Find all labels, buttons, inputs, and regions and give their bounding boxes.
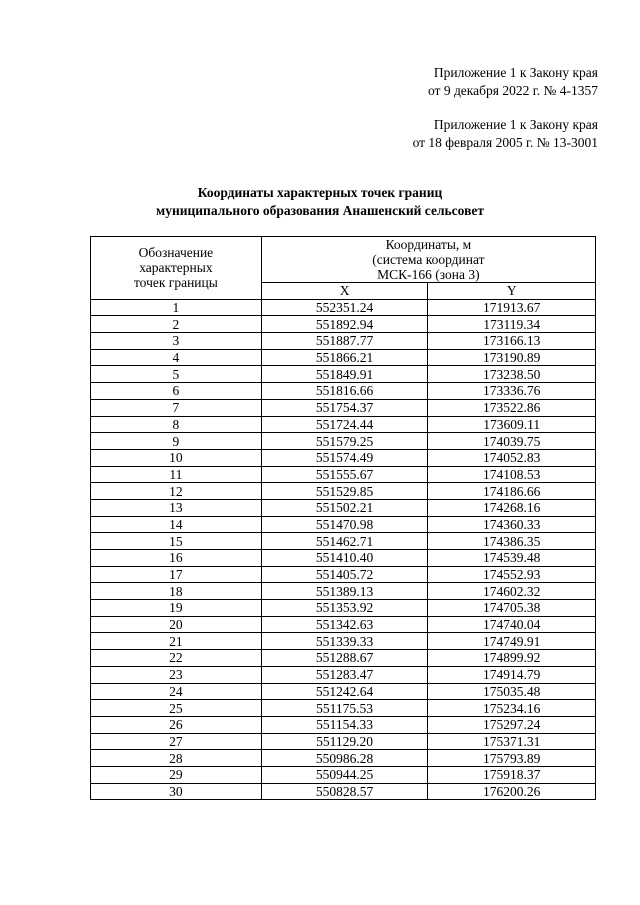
point-number-cell: 13 bbox=[91, 499, 262, 516]
table-row bbox=[91, 716, 596, 733]
y-coordinate-cell: 173238.50 bbox=[428, 366, 596, 383]
y-coordinate-cell: 174539.48 bbox=[428, 550, 596, 567]
point-number-cell: 21 bbox=[91, 633, 262, 650]
x-coordinate-cell: 551529.85 bbox=[261, 483, 428, 500]
x-coordinate-cell: 551816.66 bbox=[261, 383, 428, 400]
point-number-cell: 3 bbox=[91, 333, 262, 350]
point-number-cell: 19 bbox=[91, 600, 262, 617]
point-number-cell: 29 bbox=[91, 766, 262, 783]
y-coordinate-cell: 174052.83 bbox=[428, 449, 596, 466]
table-row bbox=[91, 566, 596, 583]
point-number-cell: 1 bbox=[91, 299, 262, 316]
table-row bbox=[91, 533, 596, 550]
header-point-line2: характерных bbox=[139, 260, 213, 276]
header-coords-line2: (система координат bbox=[372, 252, 485, 267]
table-row bbox=[91, 499, 596, 516]
point-number-cell: 26 bbox=[91, 716, 262, 733]
x-coordinate-cell: 550986.28 bbox=[261, 750, 428, 767]
y-coordinate-cell: 174705.38 bbox=[428, 600, 596, 617]
table-row bbox=[91, 666, 596, 683]
x-coordinate-cell: 551470.98 bbox=[261, 516, 428, 533]
table-row bbox=[91, 600, 596, 617]
point-number-cell: 10 bbox=[91, 449, 262, 466]
y-coordinate-cell: 173190.89 bbox=[428, 349, 596, 366]
point-number-cell: 18 bbox=[91, 583, 262, 600]
y-coordinate-cell: 175918.37 bbox=[428, 766, 596, 783]
x-coordinate-cell: 551866.21 bbox=[261, 349, 428, 366]
header-x: X bbox=[261, 283, 428, 300]
table-row bbox=[91, 466, 596, 483]
table-row bbox=[91, 633, 596, 650]
y-coordinate-cell: 174602.32 bbox=[428, 583, 596, 600]
x-coordinate-cell: 551339.33 bbox=[261, 633, 428, 650]
point-number-cell: 20 bbox=[91, 616, 262, 633]
table-row bbox=[91, 349, 596, 366]
table-row bbox=[91, 583, 596, 600]
y-coordinate-cell: 174386.35 bbox=[428, 533, 596, 550]
table-body bbox=[91, 299, 596, 800]
table-row bbox=[91, 366, 596, 383]
table-row bbox=[91, 516, 596, 533]
table-row bbox=[91, 399, 596, 416]
y-coordinate-cell: 173522.86 bbox=[428, 399, 596, 416]
point-number-cell: 12 bbox=[91, 483, 262, 500]
point-number-cell: 16 bbox=[91, 550, 262, 567]
table-row bbox=[91, 433, 596, 450]
x-coordinate-cell: 551754.37 bbox=[261, 399, 428, 416]
y-coordinate-cell: 175234.16 bbox=[428, 700, 596, 717]
point-number-cell: 25 bbox=[91, 700, 262, 717]
header-coords-line1: Координаты, м bbox=[385, 237, 472, 252]
coordinates-table bbox=[90, 236, 596, 800]
document-title bbox=[0, 184, 640, 220]
table-row bbox=[91, 333, 596, 350]
x-coordinate-cell: 551283.47 bbox=[261, 666, 428, 683]
x-coordinate-cell: 551462.71 bbox=[261, 533, 428, 550]
document-title-line1: Координаты характерных точек границ bbox=[197, 185, 443, 200]
point-number-cell: 8 bbox=[91, 416, 262, 433]
point-number-cell: 30 bbox=[91, 783, 262, 800]
x-coordinate-cell: 551410.40 bbox=[261, 550, 428, 567]
y-coordinate-cell: 174186.66 bbox=[428, 483, 596, 500]
y-coordinate-cell: 173166.13 bbox=[428, 333, 596, 350]
x-coordinate-cell: 551502.21 bbox=[261, 499, 428, 516]
y-coordinate-cell: 173609.11 bbox=[428, 416, 596, 433]
point-number-cell: 9 bbox=[91, 433, 262, 450]
x-coordinate-cell: 551887.77 bbox=[261, 333, 428, 350]
table-row bbox=[91, 733, 596, 750]
point-number-cell: 6 bbox=[91, 383, 262, 400]
table-row bbox=[91, 316, 596, 333]
y-coordinate-cell: 174039.75 bbox=[428, 433, 596, 450]
point-number-cell: 28 bbox=[91, 750, 262, 767]
table-row bbox=[91, 783, 596, 800]
x-coordinate-cell: 551849.91 bbox=[261, 366, 428, 383]
point-number-cell: 22 bbox=[91, 650, 262, 667]
y-coordinate-cell: 176200.26 bbox=[428, 783, 596, 800]
y-coordinate-cell: 174740.04 bbox=[428, 616, 596, 633]
point-number-cell: 17 bbox=[91, 566, 262, 583]
x-coordinate-cell: 551555.67 bbox=[261, 466, 428, 483]
x-coordinate-cell: 551129.20 bbox=[261, 733, 428, 750]
point-number-cell: 24 bbox=[91, 683, 262, 700]
point-number-cell: 2 bbox=[91, 316, 262, 333]
header-point-line3: точек границы bbox=[133, 275, 218, 291]
x-coordinate-cell: 551288.67 bbox=[261, 650, 428, 667]
table-row bbox=[91, 700, 596, 717]
y-coordinate-cell: 174108.53 bbox=[428, 466, 596, 483]
x-coordinate-cell: 551579.25 bbox=[261, 433, 428, 450]
x-coordinate-cell: 552351.24 bbox=[261, 299, 428, 316]
header-y: Y bbox=[428, 283, 596, 300]
x-coordinate-cell: 551353.92 bbox=[261, 600, 428, 617]
x-coordinate-cell: 550944.25 bbox=[261, 766, 428, 783]
point-number-cell: 4 bbox=[91, 349, 262, 366]
header-coordinates bbox=[261, 237, 595, 283]
y-coordinate-cell: 174899.92 bbox=[428, 650, 596, 667]
y-coordinate-cell: 174914.79 bbox=[428, 666, 596, 683]
table-row bbox=[91, 299, 596, 316]
x-coordinate-cell: 551724.44 bbox=[261, 416, 428, 433]
table-row bbox=[91, 616, 596, 633]
point-number-cell: 5 bbox=[91, 366, 262, 383]
x-coordinate-cell: 551154.33 bbox=[261, 716, 428, 733]
appendix-current-line2: от 9 декабря 2022 г. № 4-1357 bbox=[427, 83, 598, 98]
y-coordinate-cell: 174749.91 bbox=[428, 633, 596, 650]
appendix-original-reference bbox=[413, 116, 598, 152]
x-coordinate-cell: 551574.49 bbox=[261, 449, 428, 466]
header-point-designation bbox=[91, 237, 262, 300]
appendix-current-reference bbox=[428, 64, 598, 100]
y-coordinate-cell: 174268.16 bbox=[428, 499, 596, 516]
table-row bbox=[91, 383, 596, 400]
y-coordinate-cell: 173119.34 bbox=[428, 316, 596, 333]
y-coordinate-cell: 174552.93 bbox=[428, 566, 596, 583]
table-row bbox=[91, 766, 596, 783]
point-number-cell: 23 bbox=[91, 666, 262, 683]
table-row bbox=[91, 416, 596, 433]
y-coordinate-cell: 175035.48 bbox=[428, 683, 596, 700]
table-row bbox=[91, 650, 596, 667]
x-coordinate-cell: 551342.63 bbox=[261, 616, 428, 633]
point-number-cell: 27 bbox=[91, 733, 262, 750]
y-coordinate-cell: 174360.33 bbox=[428, 516, 596, 533]
table-row bbox=[91, 683, 596, 700]
point-number-cell: 11 bbox=[91, 466, 262, 483]
x-coordinate-cell: 551405.72 bbox=[261, 566, 428, 583]
y-coordinate-cell: 173336.76 bbox=[428, 383, 596, 400]
appendix-current-line1: Приложение 1 к Закону края bbox=[433, 65, 598, 80]
y-coordinate-cell: 171913.67 bbox=[428, 299, 596, 316]
appendix-original-line2: от 18 февраля 2005 г. № 13-3001 bbox=[412, 135, 598, 150]
x-coordinate-cell: 551242.64 bbox=[261, 683, 428, 700]
point-number-cell: 15 bbox=[91, 533, 262, 550]
table-row bbox=[91, 483, 596, 500]
table-row bbox=[91, 550, 596, 567]
table-row bbox=[91, 750, 596, 767]
appendix-original-line1: Приложение 1 к Закону края bbox=[433, 117, 598, 132]
header-point-line1: Обозначение bbox=[138, 245, 214, 261]
document-title-line2: муниципального образования Анашенский сельсовет bbox=[156, 203, 484, 218]
table-row bbox=[91, 449, 596, 466]
x-coordinate-cell: 550828.57 bbox=[261, 783, 428, 800]
point-number-cell: 7 bbox=[91, 399, 262, 416]
y-coordinate-cell: 175793.89 bbox=[428, 750, 596, 767]
y-coordinate-cell: 175371.31 bbox=[428, 733, 596, 750]
header-coords-line3: МСК-166 (зона 3) bbox=[377, 267, 480, 282]
x-coordinate-cell: 551175.53 bbox=[261, 700, 428, 717]
x-coordinate-cell: 551389.13 bbox=[261, 583, 428, 600]
point-number-cell: 14 bbox=[91, 516, 262, 533]
y-coordinate-cell: 175297.24 bbox=[428, 716, 596, 733]
x-coordinate-cell: 551892.94 bbox=[261, 316, 428, 333]
